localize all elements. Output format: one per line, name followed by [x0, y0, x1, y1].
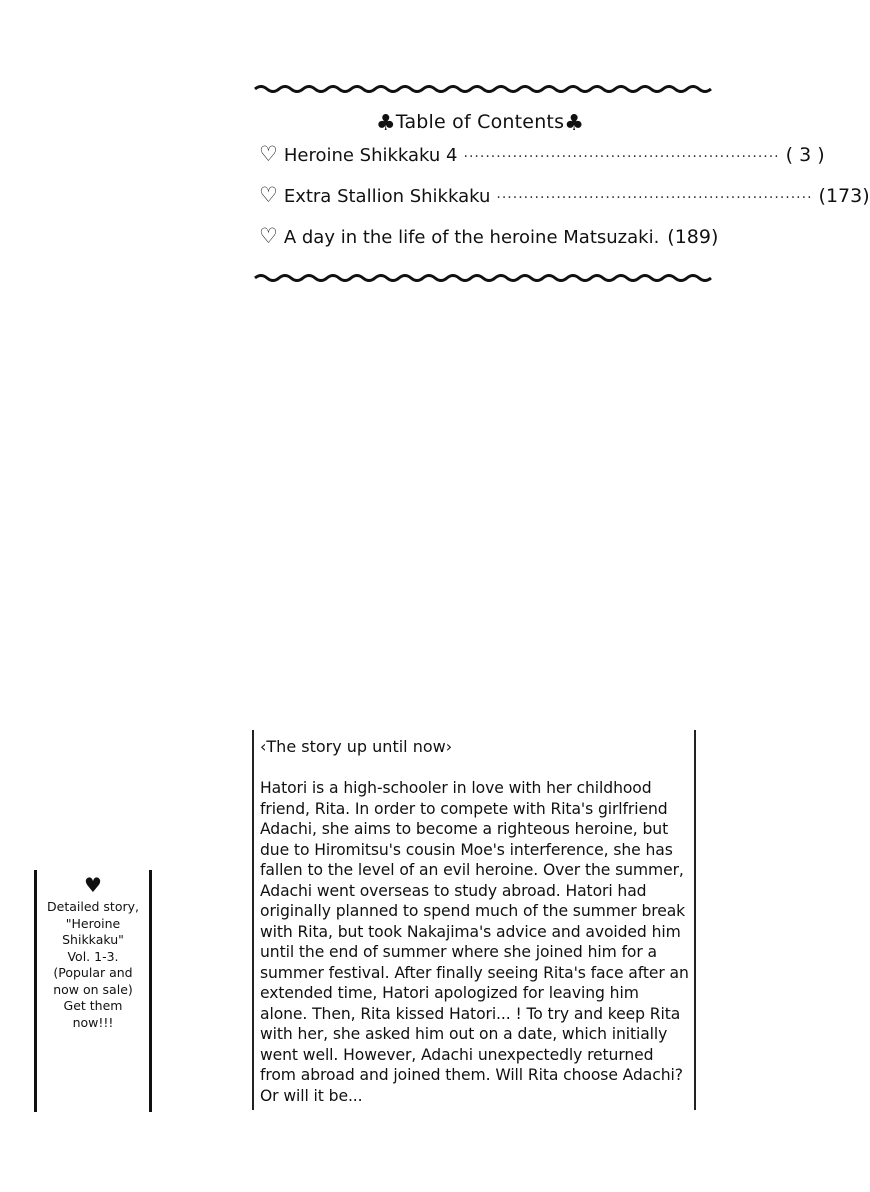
- heart-outline-icon: ♡: [259, 183, 278, 207]
- story-summary-box: [252, 730, 696, 1110]
- toc-top-border: [255, 84, 705, 93]
- story-body: Hatori is a high-schooler in love with her childhood friend, Rita. In order to compete with Rita's girlfriend Adachi, she aims to become a righteous heroine, but due to Hiromitsu's cousin Moe's interference, she has fallen to the level of an evil heroine. Over the summer, Adachi went overseas to study abroad. Hatori had originally planned to spend much of the summer break with Rita, but took Nakajima's advice and avoided him until the end of summer where she joined him for a summer festival. After finally seeing Rita's face after an extended time, Hatori apologized for leaving him alone. Then, Rita kissed Hatori... ! To try and keep Rita with her, she asked him out on a date, which initially went well. However, Adachi unexpectedly returned from abroad and joined them. Will Rita choose Adachi? Or will it be...: [260, 779, 689, 1105]
- story-heading: ‹The story up until now›: [260, 737, 453, 756]
- promo-text: Detailed story, "Heroine Shikkaku" Vol. 1-3. (Popular and now on sale) Get them now!!!: [47, 899, 139, 1030]
- club-icon: ♣: [564, 111, 585, 136]
- toc-item-page: ( 3 ): [785, 144, 825, 166]
- toc-item-title: A day in the life of the heroine Matsuzaki.: [283, 227, 660, 248]
- toc-item-title: Extra Stallion Shikkaku: [283, 186, 491, 207]
- toc-item: [255, 224, 719, 267]
- toc-title-row: [255, 111, 705, 136]
- toc-item: [255, 183, 870, 226]
- table-of-contents: [255, 78, 870, 286]
- toc-item: [255, 142, 825, 185]
- toc-item-page: (173): [818, 185, 870, 207]
- promo-sidebar: [34, 870, 152, 1112]
- toc-bottom-border: [255, 273, 705, 282]
- dot-leader: ··························································: [463, 149, 780, 165]
- toc-item-title: Heroine Shikkaku 4: [283, 145, 458, 166]
- heart-filled-icon: ♥: [84, 873, 102, 897]
- dot-leader: ··························································: [496, 190, 813, 206]
- toc-item-page: (189): [667, 226, 719, 248]
- club-icon: ♣: [375, 111, 396, 136]
- heart-outline-icon: ♡: [259, 224, 278, 248]
- heart-outline-icon: ♡: [259, 142, 278, 166]
- toc-title: Table of Contents: [395, 111, 565, 133]
